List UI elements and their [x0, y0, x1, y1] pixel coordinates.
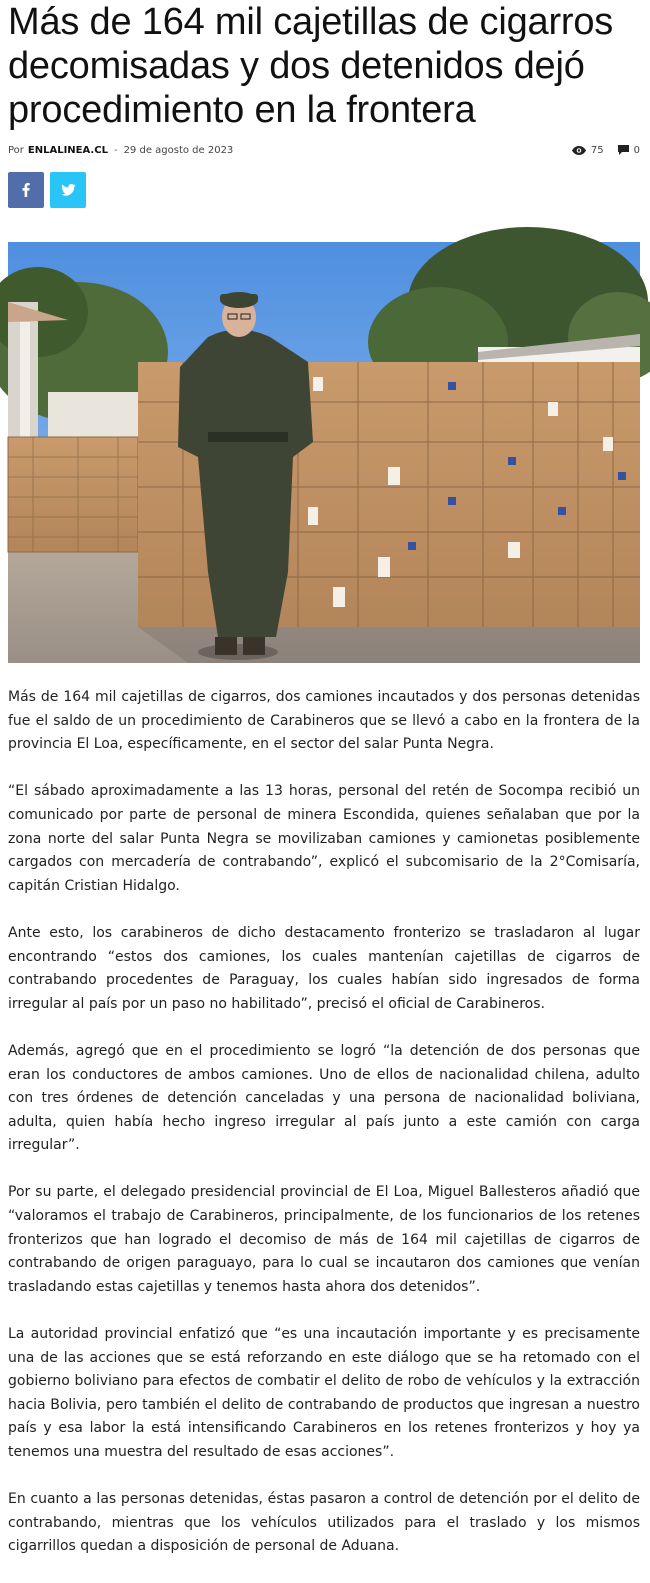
twitter-icon: [61, 184, 76, 196]
views-value: 75: [590, 144, 604, 156]
paragraph: Por su parte, el delegado presidencial provincial de El Loa, Miguel Ballesteros añadió que “valoramos el trabajo de Carabineros, principalmente, de los funcionarios de los retenes fronterizos que han logrado el decomiso de más de 164 mil cajetillas de cigarros de contrabando de origen paraguayo, para lo cual se incautaron dos camiones que venían trasladando estas cajetillas y tenemos hasta ahora dos detenidos”.: [8, 1184, 640, 1295]
eye-icon: [572, 146, 586, 155]
paragraph: Más de 164 mil cajetillas de cigarros, dos camiones incautados y dos personas detenidas fue el saldo de un procedimiento de Carabineros que se llevó a cabo en la frontera de la provincia El Loa, específicamente, en el sector del salar Punta Negra.: [8, 689, 640, 753]
paragraph: En cuanto a las personas detenidas, éstas pasaron a control de detención por el delito de contrabando, mientras que los vehículos utilizados para el traslado y los mismos cigarrillos quedan a disposición de personal de Aduana.: [8, 1491, 640, 1555]
share-buttons: [8, 172, 86, 208]
comments-value: 0: [633, 144, 640, 156]
facebook-share-button[interactable]: [8, 172, 44, 208]
facebook-icon: [22, 183, 30, 197]
twitter-share-button[interactable]: [50, 172, 86, 208]
article-title: Más de 164 mil cajetillas de cigarros decomisadas y dos detenidos dejó procedimiento en la frontera: [8, 1, 614, 131]
paragraph: La autoridad provincial enfatizó que “es una incautación importante y es precisamente una de las acciones que se está reforzando en este diálogo que se ha retomado con el gobierno boliviano para efectos de combatir el delito de robo de vehículos y la extracción hacia Bolivia, pero también el delito de contrabando de productos que ingresan a nuestro país y esa labor la está intensificando Carabineros en los retenes fronterizos y hoy ya tenemos una muestra del resultado de esas acciones”.: [8, 1326, 640, 1460]
paragraph: “El sábado aproximadamente a las 13 horas, personal del retén de Socompa recibió un comunicado por parte de personal de minera Escondida, quienes señalaban que por la zona norte del salar Punta Negra se movilizaban camiones y camionetas posiblemente cargados con mercadería de contrabando”, explicó el subcomisario de la 2°Comisaría, capitán Cristian Hidalgo.: [8, 783, 640, 894]
paragraph: Ante esto, los carabineros de dicho destacamento fronterizo se trasladaron al lugar encontrando “estos dos camiones, los cuales mantenían cajetillas de cigarros de contrabando procedentes de Paraguay, los cuales habían sido ingresados de forma irregular al país por un paso no habilitado”, precisó el oficial de Carabineros.: [8, 924, 640, 1012]
article-body: [8, 686, 640, 1583]
by-label: Por: [8, 144, 24, 156]
views-count: [572, 145, 604, 156]
author-link[interactable]: ENLALINEA.CL: [27, 144, 108, 156]
article-photo: [8, 242, 640, 663]
article-meta: [8, 142, 640, 158]
meta-stats: [572, 145, 640, 156]
comments-count[interactable]: [618, 145, 640, 156]
meta-separator: -: [113, 144, 118, 156]
publish-date: 29 de agosto de 2023: [123, 144, 234, 156]
comment-icon: [618, 145, 629, 155]
paragraph: Además, agregó que en el procedimiento se logró “la detención de dos personas que eran los conductores de ambos camiones. Uno de ellos de nacionalidad chilena, adulto con tres órdenes de detención canceladas y una persona de nacionalidad boliviana, adulta, quien había hecho ingreso irregular al país junto a este camión con carga irregular”.: [8, 1042, 640, 1154]
